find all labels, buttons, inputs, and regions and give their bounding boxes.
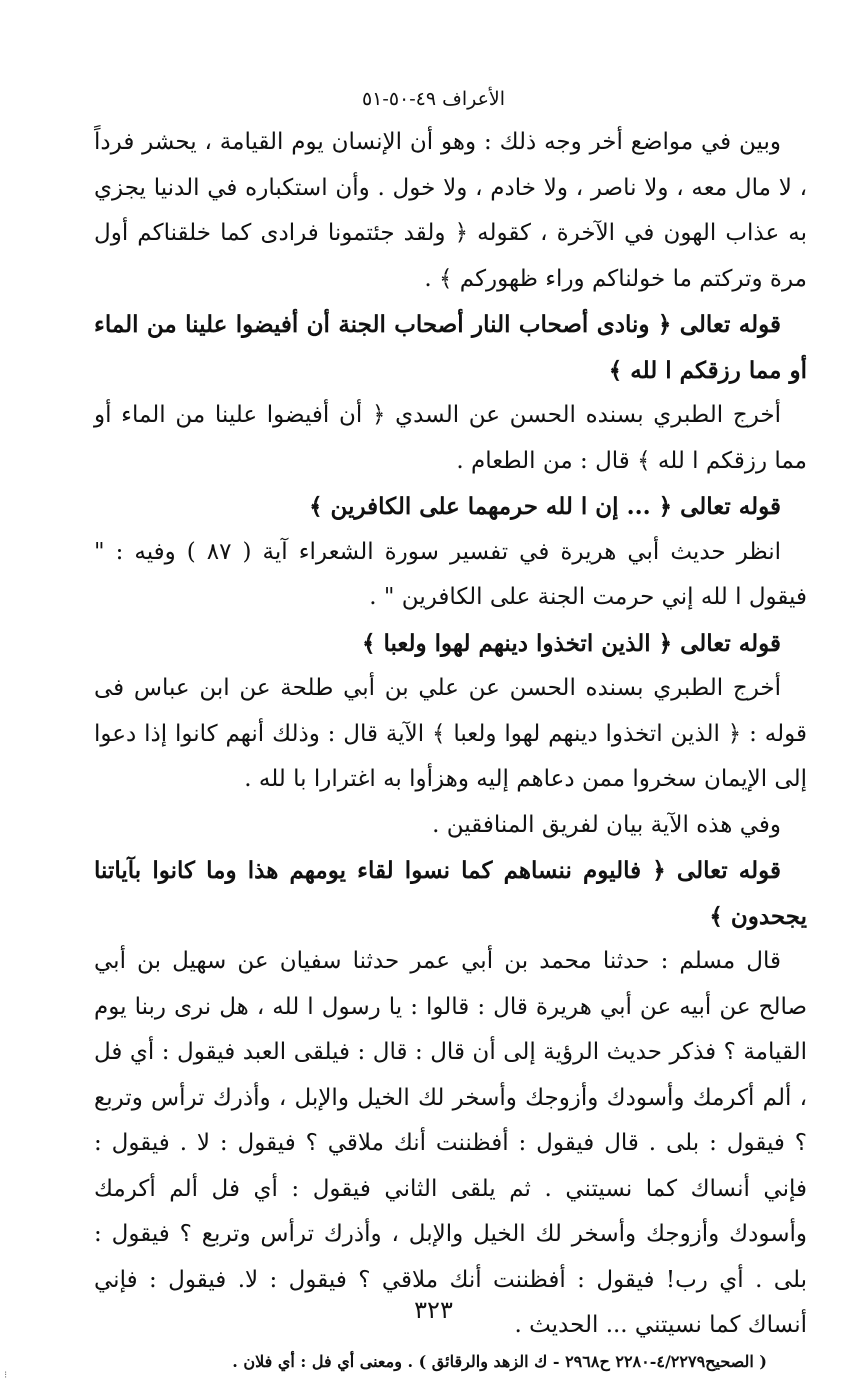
paragraph-ibn-abbas: أخرج الطبري بسنده الحسن عن علي بن أبي طلحة عن ابن عباس فى قوله : ﴿ الذين اتخذوا دينهم لهوا ولعبا ﴾ الآية قال : وذلك أنهم كانوا إذا دعوا إلى الإيمان سخروا ممن دعاهم إليه وهزأوا به اغترارا با لله . <box>94 675 807 792</box>
page-number: ٣٢٣ <box>414 1296 453 1324</box>
paragraph-muslim-hadith: قال مسلم : حدثنا محمد بن أبي عمر حدثنا سفيان عن سهيل بن أبي صالح عن أبيه عن أبي هريرة قال : قالوا : يا رسول ا لله ، هل نرى ربنا يوم القيامة ؟ فذكر حديث الرؤية إلى أن قال : قال : فيلقى العبد فيقول : أي فل ، ألم أكرمك وأسودك وأزوجك وأسخر لك الخيل والإبل ، وأذرك ترأس وتربع ؟ فيقول : بلى . قال فيقول : أفظننت أنك ملاقي ؟ فيقول : لا . فيقول : فإني أنساك كما نسيتني . ثم يلقى الثاني فيقول : أي فل ألم أكرمك وأسودك وأزوجك وأسخر لك الخيل والإبل ، وأذرك ترأس وتربع ؟ فيقول : بلى . أي رب! فيقول : أفظننت أنك ملاقي ؟ فيقول : لا. فيقول : فإني أنساك كما نسيتني ... الحديث . <box>94 948 807 1338</box>
verse-heading-50: قوله تعالى ﴿ ... إن ا لله حرمهما على الكافرين ﴾ <box>309 493 781 520</box>
paragraph-munafiqin: وفي هذه الآية بيان لفريق المنافقين . <box>432 811 781 838</box>
paragraph-intro: وبين في مواضع أخر وجه ذلك : وهو أن الإنسان يوم القيامة ، يحشر فرداً ، لا مال معه ، ولا ناصر ، ولا خادم ، ولا خول . وأن استكباره في الدنيا يجزي به عذاب الهون في الآخرة ، كقوله ﴿ ولقد جئتمونا فرادى كما خلقناكم أول مرة وتركتم ما خولناكم وراء ظهوركم ﴾ . <box>94 129 807 292</box>
verse-heading-51-1: قوله تعالى ﴿ الذين اتخذوا دينهم لهوا ولعبا ﴾ <box>361 629 781 657</box>
paragraph-tabari-suddi: أخرج الطبري بسنده الحسن عن السدي ﴿ أن أفيضوا علينا من الماء أو مما رزقكم ا لله ﴾ قال : من الطعام . <box>94 402 807 474</box>
hadith-citation: ( الصحيح٤/٢٢٧٩-٢٢٨٠ ح٢٩٦٨ - ك الزهد والرقائق ) . ومعنى أي فل : أي فلان . <box>232 1351 767 1371</box>
verse-heading-51-2: قوله تعالى ﴿ فاليوم ننساهم كما نسوا لقاء يومهم هذا وما كانوا بآياتنا يجحدون ﴾ <box>94 857 807 930</box>
paragraph-abu-hurayra-ref: انظر حديث أبي هريرة في تفسير سورة الشعراء آية ( ٨٧ ) وفيه : " فيقول ا لله إني حرمت الجنة على الكافرين " . <box>94 538 807 610</box>
verse-heading-49-1: قوله تعالى ﴿ ونادى أصحاب النار أصحاب الجنة أن أفيضوا علينا من الماء أو مما رزقكم ا لله ﴾ <box>94 311 807 384</box>
running-header: الأعراف ٤٩-٥٠-٥١ <box>361 88 506 110</box>
scan-mark: ⁝ <box>4 1370 8 1381</box>
